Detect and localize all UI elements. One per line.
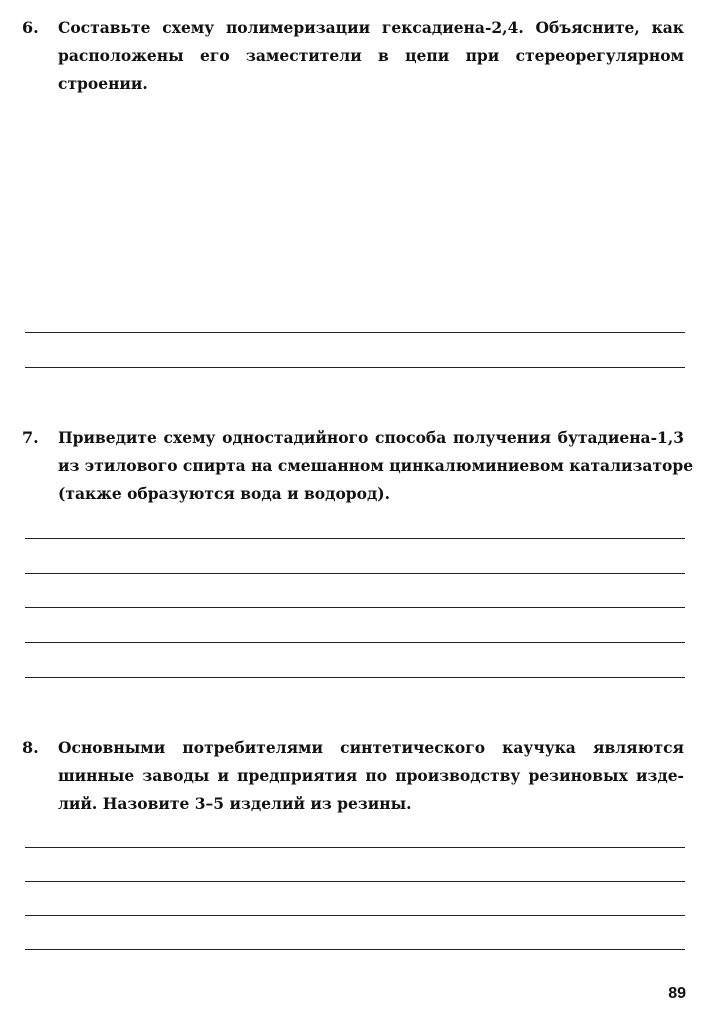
task-text-line: Приведите схему одностадийного способа получения бутадиена-1,3 (58, 428, 684, 447)
task-text (58, 734, 684, 818)
task-text-line: лий. Назовите 3–5 изделий из резины. (58, 794, 412, 813)
task-text-line: расположены его заместители в цепи при стереорегулярном (58, 46, 684, 65)
answer-line[interactable] (25, 677, 685, 678)
task-number: 6. (22, 18, 39, 37)
task-text (58, 424, 694, 508)
answer-line[interactable] (25, 332, 685, 333)
task-text-line: строении. (58, 74, 148, 93)
answer-line[interactable] (25, 573, 685, 574)
task-number: 7. (22, 428, 39, 447)
page-number: 89 (668, 985, 686, 1002)
task-number: 8. (22, 738, 39, 757)
task-text-line: шинные заводы и предприятия по производству резиновых изде- (58, 766, 684, 785)
answer-line[interactable] (25, 607, 685, 608)
answer-line[interactable] (25, 642, 685, 643)
answer-line[interactable] (25, 949, 685, 950)
answer-line[interactable] (25, 367, 685, 368)
answer-line[interactable] (25, 538, 685, 539)
task-text-line: Основными потребителями синтетического каучука являются (58, 738, 684, 757)
task-text-line: (также образуются вода и водород). (58, 484, 391, 503)
task-text-line: из этилового спирта на смешанном цинкалюминиевом катализаторе (58, 456, 694, 475)
task-text-line: Составьте схему полимеризации гексадиена-2,4. Объясните, как (58, 18, 684, 37)
task-text (58, 14, 684, 98)
answer-line[interactable] (25, 881, 685, 882)
answer-line[interactable] (25, 847, 685, 848)
answer-line[interactable] (25, 915, 685, 916)
